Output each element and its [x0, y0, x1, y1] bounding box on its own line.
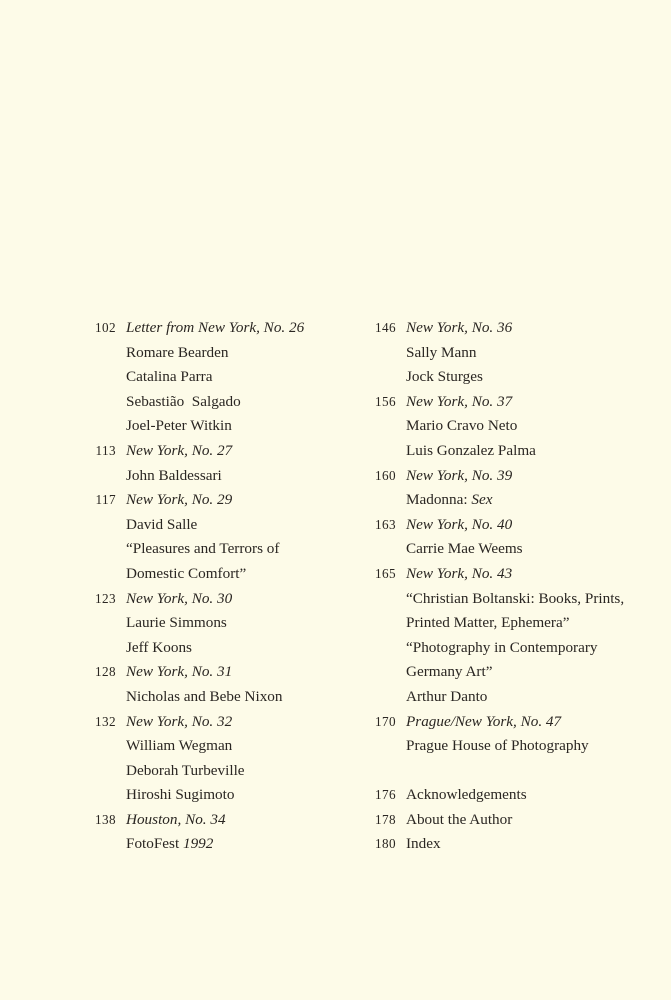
toc-subentry — [126, 759, 368, 784]
toc-line-text: David Salle — [126, 515, 198, 533]
toc-entry-lines — [396, 562, 648, 710]
toc-line-text: Mario Cravo Neto — [406, 417, 518, 435]
toc-line-text: Luis Gonzalez Palma — [406, 441, 536, 459]
toc-entry[interactable] — [368, 464, 648, 513]
toc-line-text: Germany Art” — [406, 663, 493, 681]
toc-line-text: Index — [406, 835, 441, 853]
toc-line-text: Arthur Danto — [406, 687, 488, 705]
toc-entry-lines — [396, 316, 648, 390]
toc-section-title — [126, 660, 368, 685]
toc-line-text: Carrie Mae Weems — [406, 540, 523, 558]
toc-line-text: Printed Matter, Ephemera” — [406, 614, 570, 632]
toc-entry-lines — [116, 808, 368, 857]
toc-subentry — [126, 636, 368, 661]
toc-entry[interactable] — [368, 710, 648, 759]
toc-spacer — [368, 759, 648, 784]
toc-page-number: 165 — [375, 565, 396, 581]
toc-column-right — [368, 316, 648, 857]
toc-page-number: 128 — [95, 664, 116, 680]
toc-line-text: Domestic Comfort” — [126, 564, 247, 582]
toc-section-title — [126, 808, 368, 833]
toc-entry-lines — [396, 710, 648, 759]
toc-entry-lines — [396, 513, 648, 562]
toc-subentry — [406, 734, 648, 759]
toc-subentry — [406, 439, 648, 464]
toc-entry[interactable] — [88, 439, 368, 488]
toc-line-text: Hiroshi Sugimoto — [126, 786, 235, 804]
toc-section-title — [126, 710, 368, 735]
toc-entry-lines — [116, 660, 368, 709]
toc-page-number: 180 — [375, 836, 396, 852]
toc-subentry — [126, 832, 368, 857]
toc-entry[interactable] — [88, 488, 368, 586]
toc-subentry — [406, 414, 648, 439]
toc-subentry — [126, 365, 368, 390]
toc-line-italic-tail: 1992 — [182, 835, 214, 853]
toc-entry[interactable] — [88, 587, 368, 661]
toc-page-number: 132 — [95, 713, 116, 729]
toc-section-title — [406, 808, 648, 833]
toc-subentry — [126, 464, 368, 489]
toc-subentry — [406, 587, 648, 612]
toc-entry[interactable] — [368, 808, 648, 833]
toc-subentry — [406, 611, 648, 636]
toc-line-text: Sally Mann — [406, 343, 477, 361]
toc-entry[interactable] — [368, 513, 648, 562]
toc-page-number: 160 — [375, 467, 396, 483]
toc-line-text: “Pleasures and Terrors of — [126, 540, 280, 558]
toc-entry-lines — [116, 710, 368, 808]
toc-line-italic-tail: Sex — [471, 491, 493, 509]
toc-entry[interactable] — [368, 783, 648, 808]
toc-subentry — [406, 636, 648, 661]
toc-line-text: Nicholas and Bebe Nixon — [126, 687, 283, 705]
toc-entry[interactable] — [368, 562, 648, 710]
toc-entry-lines — [116, 439, 368, 488]
toc-section-title — [406, 562, 648, 587]
toc-line-text: Prague House of Photography — [406, 737, 589, 755]
toc-page-number: 102 — [95, 320, 116, 335]
toc-section-title — [406, 710, 648, 735]
table-of-contents — [88, 316, 648, 857]
toc-line-text: “Christian Boltanski: Books, Prints, — [406, 589, 625, 607]
toc-subentry — [126, 734, 368, 759]
toc-subentry — [406, 660, 648, 685]
toc-line-text: Deborah Turbeville — [126, 761, 245, 779]
toc-section-title — [126, 439, 368, 464]
toc-line-text: Jock Sturges — [406, 368, 483, 386]
toc-subentry — [126, 414, 368, 439]
toc-entry-lines — [396, 832, 648, 857]
toc-entry[interactable] — [368, 832, 648, 857]
toc-line-text: John Baldessari — [126, 466, 222, 484]
toc-line-text: Madonna: — [406, 491, 472, 509]
toc-line-text: Romare Bearden — [126, 343, 229, 361]
toc-line-text: Jeff Koons — [126, 638, 192, 656]
toc-entry[interactable] — [88, 316, 368, 439]
toc-subentry — [126, 341, 368, 366]
toc-page-number: 178 — [375, 811, 396, 827]
toc-line-text: New York, No. 36 — [406, 319, 513, 336]
toc-page-number: 176 — [375, 787, 396, 803]
toc-section-title — [406, 513, 648, 538]
toc-subentry — [126, 783, 368, 808]
toc-line-text: New York, No. 37 — [406, 392, 513, 410]
toc-line-text: Acknowledgements — [406, 786, 527, 804]
toc-subentry — [126, 685, 368, 710]
toc-entry[interactable] — [88, 660, 368, 709]
toc-line-text: Houston, No. 34 — [126, 810, 226, 828]
toc-entry-lines — [116, 488, 368, 586]
toc-section-title — [406, 390, 648, 415]
toc-line-text: New York, No. 31 — [126, 663, 233, 681]
toc-entry-lines — [116, 316, 368, 439]
toc-line-text: New York, No. 43 — [406, 564, 513, 582]
toc-subentry — [406, 685, 648, 710]
toc-page-number: 138 — [95, 811, 116, 827]
toc-subentry — [126, 513, 368, 538]
toc-line-text: New York, No. 32 — [126, 712, 233, 730]
toc-line-text: William Wegman — [126, 737, 233, 755]
toc-line-text: Letter from New York, No. 26 — [126, 319, 305, 336]
toc-line-text: Joel-Peter Witkin — [126, 417, 232, 435]
toc-entry[interactable] — [368, 316, 648, 390]
toc-column-left — [88, 316, 368, 857]
toc-subentry — [406, 341, 648, 366]
toc-section-title — [406, 832, 648, 857]
toc-subentry — [406, 365, 648, 390]
toc-line-text: New York, No. 40 — [406, 515, 513, 533]
toc-entry-lines — [116, 587, 368, 661]
toc-page-number: 123 — [95, 590, 116, 606]
toc-subentry — [406, 537, 648, 562]
toc-entry[interactable] — [88, 710, 368, 808]
toc-line-text: “Photography in Contemporary — [406, 638, 598, 656]
toc-entry-lines — [396, 783, 648, 808]
toc-section-title — [406, 783, 648, 808]
toc-page-number: 163 — [375, 516, 396, 532]
toc-line-text: New York, No. 29 — [126, 491, 233, 509]
toc-entry[interactable] — [88, 808, 368, 857]
toc-section-title — [126, 316, 368, 341]
toc-entry-lines — [396, 390, 648, 464]
toc-section-title — [126, 587, 368, 612]
toc-subentry — [126, 611, 368, 636]
toc-line-text: Laurie Simmons — [126, 614, 227, 632]
toc-section-title — [406, 316, 648, 341]
toc-entry-lines — [396, 808, 648, 833]
toc-entry-lines — [396, 464, 648, 513]
toc-page-number: 117 — [95, 492, 116, 508]
toc-section-title — [406, 464, 648, 489]
toc-line-text: New York, No. 30 — [126, 589, 233, 607]
toc-entry[interactable] — [368, 390, 648, 464]
toc-line-text: Sebastião Salgado — [126, 392, 241, 410]
toc-page-number: 156 — [375, 393, 396, 409]
toc-page-number: 146 — [375, 320, 396, 335]
toc-subentry — [126, 537, 368, 562]
toc-page-number: 113 — [95, 442, 116, 458]
toc-subentry — [406, 488, 648, 513]
toc-line-text: About the Author — [406, 810, 513, 828]
toc-subentry — [126, 562, 368, 587]
toc-line-text: FotoFest — [126, 835, 183, 853]
toc-line-text: New York, No. 39 — [406, 466, 513, 484]
toc-line-text: Prague/New York, No. 47 — [406, 712, 562, 730]
toc-section-title — [126, 488, 368, 513]
toc-line-text: New York, No. 27 — [126, 441, 233, 459]
toc-page-number: 170 — [375, 713, 396, 729]
toc-subentry — [126, 390, 368, 415]
toc-line-text: Catalina Parra — [126, 368, 213, 386]
